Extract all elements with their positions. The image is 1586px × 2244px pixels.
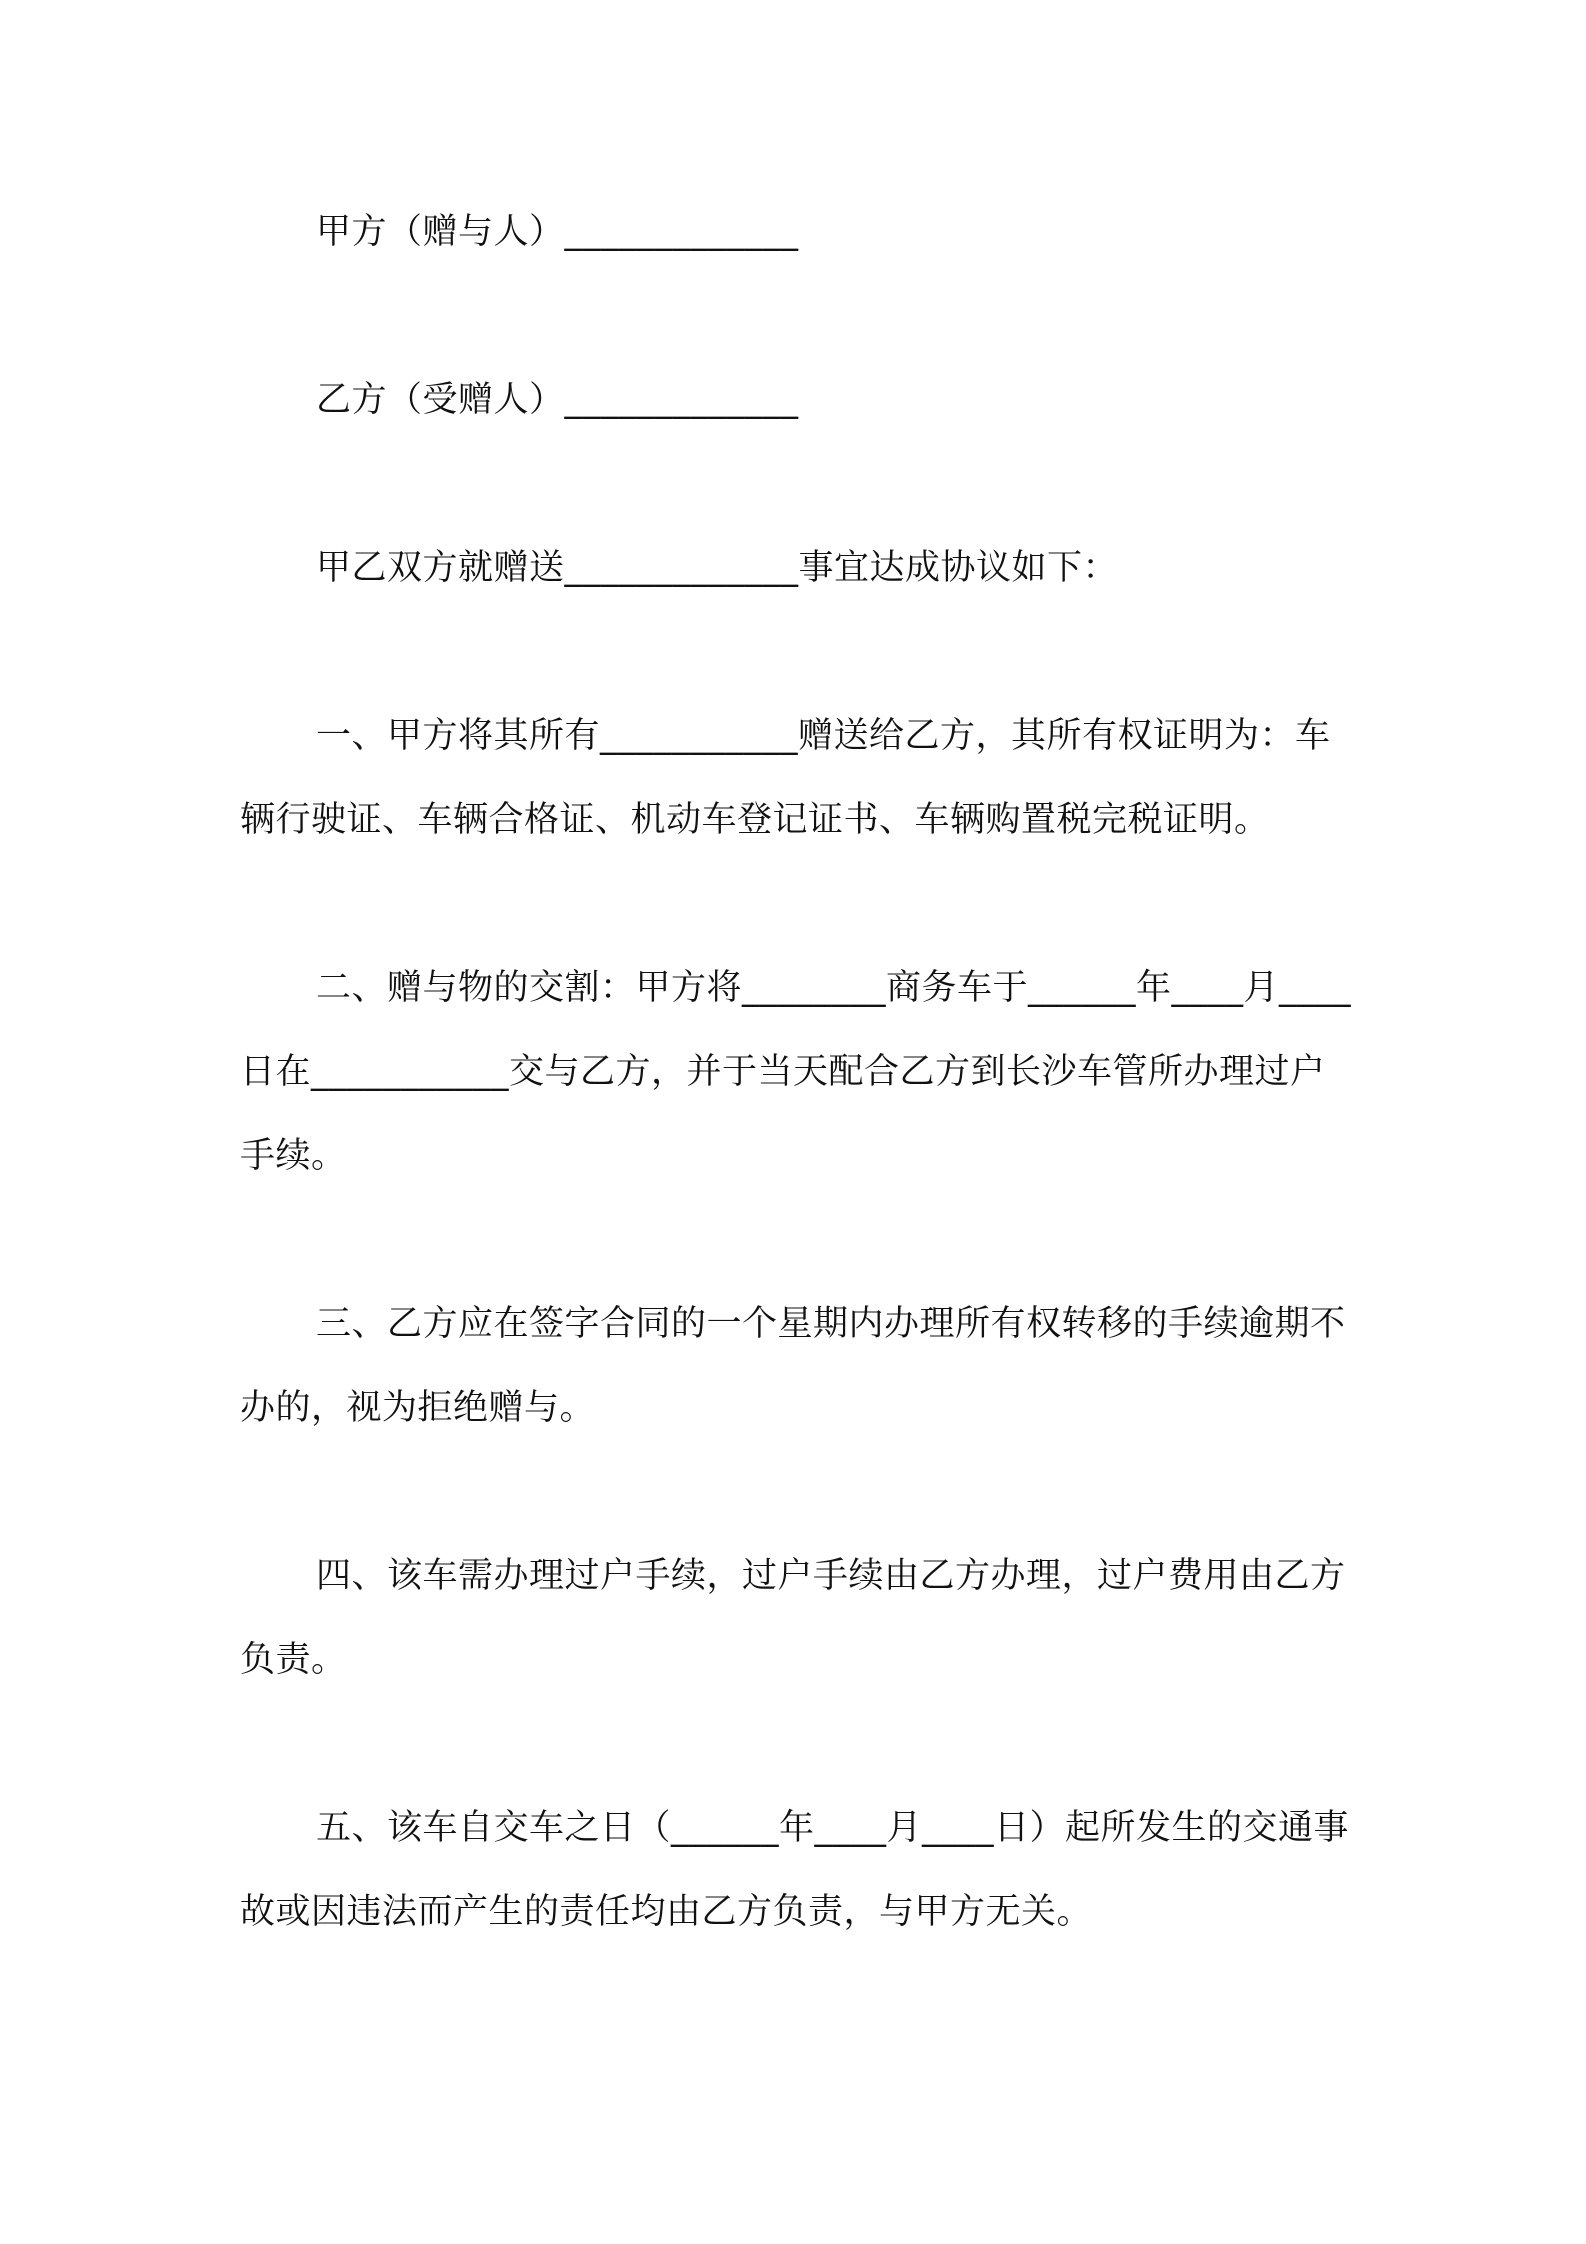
agreement-intro: 甲乙双方就赠送_____________事宜达成协议如下： [316, 548, 1119, 588]
clause-3: 三、乙方应在签字合同的一个星期内办理所有权转移的手续逾期不办的，视为拒绝赠与。 [240, 1304, 1346, 1428]
clause-2: 二、赠与物的交割：甲方将________商务车于______年____月____日在___________交与乙方，并于当天配合乙方到长沙车管所办理过户手续。 [240, 968, 1352, 1176]
contract-body [240, 190, 1360, 2038]
clause-4: 四、该车需办理过户手续，过户手续由乙方办理，过户费用由乙方负责。 [240, 1556, 1346, 1680]
party-b-line: 乙方（受赠人）_____________ [316, 380, 799, 420]
party-a-line: 甲方（赠与人）_____________ [316, 212, 799, 252]
clause-5: 五、该车自交车之日（______年____月____日）起所发生的交通事故或因违法而产生的责任均由乙方负责，与甲方无关。 [240, 1808, 1350, 1932]
clause-1: 一、甲方将其所有___________赠送给乙方，其所有权证明为：车辆行驶证、车辆合格证、机动车登记证书、车辆购置税完税证明。 [240, 716, 1331, 840]
